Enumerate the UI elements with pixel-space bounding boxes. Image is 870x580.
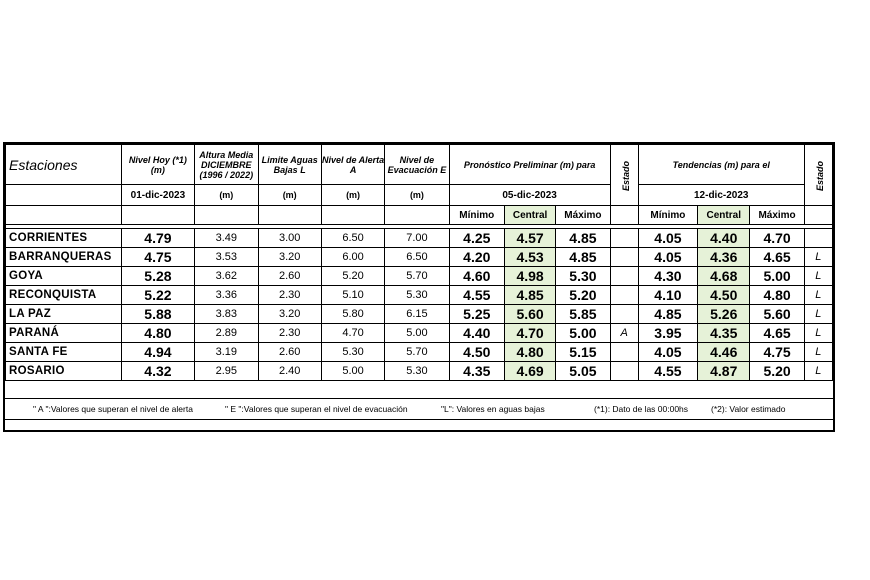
cell-tendencia-minimo: 3.95 bbox=[638, 324, 697, 343]
cell-evacuacion: 5.30 bbox=[385, 286, 449, 305]
cell-tendencia-central: 5.26 bbox=[698, 305, 750, 324]
cell-nivel-hoy: 4.80 bbox=[121, 324, 194, 343]
cell-tendencia-maximo: 4.75 bbox=[750, 343, 804, 362]
cell-tendencia-central: 4.68 bbox=[698, 267, 750, 286]
cell-estado bbox=[610, 362, 638, 381]
cell-tendencia-central: 4.40 bbox=[698, 229, 750, 248]
river-levels-table bbox=[5, 144, 833, 381]
cell-estado2: L bbox=[804, 324, 832, 343]
cell-pronostico-minimo: 4.20 bbox=[449, 248, 504, 267]
header-row bbox=[6, 145, 833, 185]
table-row bbox=[6, 362, 833, 381]
header-estado: Estado bbox=[620, 160, 631, 192]
cell-evacuacion: 5.30 bbox=[385, 362, 449, 381]
table-row bbox=[6, 324, 833, 343]
cell-evacuacion: 5.00 bbox=[385, 324, 449, 343]
cell-tendencia-minimo: 4.05 bbox=[638, 343, 697, 362]
cell-alerta: 5.30 bbox=[321, 343, 384, 362]
cell-pronostico-central: 4.98 bbox=[504, 267, 555, 286]
cell-nivel-hoy: 5.88 bbox=[121, 305, 194, 324]
table-row bbox=[6, 343, 833, 362]
cell-altura-media: 3.62 bbox=[195, 267, 258, 286]
cell-tendencia-maximo: 4.70 bbox=[750, 229, 804, 248]
cell-altura-media: 3.19 bbox=[195, 343, 258, 362]
cell-evacuacion: 7.00 bbox=[385, 229, 449, 248]
cell-pronostico-maximo: 5.30 bbox=[556, 267, 610, 286]
cell-alerta: 6.00 bbox=[321, 248, 384, 267]
cell-station-name: BARRANQUERAS bbox=[6, 248, 122, 267]
cell-alerta: 5.80 bbox=[321, 305, 384, 324]
cell-pronostico-minimo: 4.50 bbox=[449, 343, 504, 362]
cell-alerta: 5.10 bbox=[321, 286, 384, 305]
unit-media: (m) bbox=[195, 185, 258, 206]
label-minimo2: Mínimo bbox=[638, 206, 697, 225]
cell-estado bbox=[610, 248, 638, 267]
cell-limite: 2.60 bbox=[258, 343, 321, 362]
cell-station-name: LA PAZ bbox=[6, 305, 122, 324]
cell-altura-media: 2.95 bbox=[195, 362, 258, 381]
cell-tendencia-maximo: 5.20 bbox=[750, 362, 804, 381]
cell-estado2: L bbox=[804, 267, 832, 286]
cell-tendencia-maximo: 5.00 bbox=[750, 267, 804, 286]
cell-tendencia-minimo: 4.05 bbox=[638, 248, 697, 267]
cell-pronostico-central: 4.57 bbox=[504, 229, 555, 248]
label-central: Central bbox=[504, 206, 555, 225]
cell-nivel-hoy: 5.28 bbox=[121, 267, 194, 286]
cell-tendencia-maximo: 4.65 bbox=[750, 248, 804, 267]
cell-limite: 3.20 bbox=[258, 248, 321, 267]
header-limite-aguas-bajas: Limite Aguas Bajas L bbox=[258, 145, 321, 185]
notes-bar bbox=[5, 398, 833, 420]
cell-tendencia-central: 4.36 bbox=[698, 248, 750, 267]
cell-pronostico-maximo: 4.85 bbox=[556, 248, 610, 267]
label-central2: Central bbox=[698, 206, 750, 225]
note-dato: (*1): Dato de las 00:00hs bbox=[594, 404, 689, 414]
subheader-row bbox=[6, 185, 833, 206]
cell-limite: 3.00 bbox=[258, 229, 321, 248]
cell-evacuacion: 6.15 bbox=[385, 305, 449, 324]
cell-tendencia-maximo: 5.60 bbox=[750, 305, 804, 324]
cell-estado bbox=[610, 286, 638, 305]
cell-alerta: 5.00 bbox=[321, 362, 384, 381]
cell-pronostico-maximo: 4.85 bbox=[556, 229, 610, 248]
cell-pronostico-maximo: 5.00 bbox=[556, 324, 610, 343]
cell-station-name: GOYA bbox=[6, 267, 122, 286]
cell-limite: 2.60 bbox=[258, 267, 321, 286]
table-row bbox=[6, 305, 833, 324]
table-row bbox=[6, 267, 833, 286]
date-today: 01-dic-2023 bbox=[121, 185, 194, 206]
cell-tendencia-minimo: 4.30 bbox=[638, 267, 697, 286]
header-nivel-evacuacion: Nivel de Evacuación E bbox=[385, 145, 449, 185]
cell-alerta: 5.20 bbox=[321, 267, 384, 286]
cell-pronostico-central: 4.53 bbox=[504, 248, 555, 267]
note-bajas: "L": Valores en aguas bajas bbox=[441, 404, 545, 414]
cell-pronostico-central: 5.60 bbox=[504, 305, 555, 324]
date-forecast: 05-dic-2023 bbox=[449, 185, 610, 206]
cell-pronostico-maximo: 5.85 bbox=[556, 305, 610, 324]
unit-limite: (m) bbox=[258, 185, 321, 206]
table-row bbox=[6, 248, 833, 267]
cell-station-name: PARANÁ bbox=[6, 324, 122, 343]
cell-tendencia-maximo: 4.65 bbox=[750, 324, 804, 343]
cell-evacuacion: 5.70 bbox=[385, 267, 449, 286]
cell-estado2: L bbox=[804, 286, 832, 305]
cell-station-name: ROSARIO bbox=[6, 362, 122, 381]
cell-estado2: L bbox=[804, 305, 832, 324]
header-tendencias: Tendencias (m) para el bbox=[638, 145, 804, 185]
header-estado2-cell bbox=[804, 145, 832, 206]
cell-tendencia-minimo: 4.05 bbox=[638, 229, 697, 248]
cell-pronostico-central: 4.69 bbox=[504, 362, 555, 381]
cell-pronostico-central: 4.70 bbox=[504, 324, 555, 343]
cell-estado bbox=[610, 343, 638, 362]
cell-tendencia-central: 4.35 bbox=[698, 324, 750, 343]
header-altura-media: Altura Media DICIEMBRE (1996 / 2022) bbox=[195, 145, 258, 185]
cell-pronostico-minimo: 4.55 bbox=[449, 286, 504, 305]
label-minimo: Mínimo bbox=[449, 206, 504, 225]
cell-nivel-hoy: 4.75 bbox=[121, 248, 194, 267]
cell-estado bbox=[610, 305, 638, 324]
unit-alerta: (m) bbox=[321, 185, 384, 206]
cell-tendencia-central: 4.50 bbox=[698, 286, 750, 305]
header-estado-cell bbox=[610, 145, 638, 206]
table-row bbox=[6, 286, 833, 305]
cell-estado bbox=[610, 267, 638, 286]
label-maximo: Máximo bbox=[556, 206, 610, 225]
header-nivel-hoy: Nivel Hoy (*1) (m) bbox=[121, 145, 194, 185]
cell-station-name: RECONQUISTA bbox=[6, 286, 122, 305]
cell-altura-media: 3.49 bbox=[195, 229, 258, 248]
cell-pronostico-minimo: 4.35 bbox=[449, 362, 504, 381]
cell-limite: 2.40 bbox=[258, 362, 321, 381]
cell-nivel-hoy: 4.32 bbox=[121, 362, 194, 381]
unit-evacuacion: (m) bbox=[385, 185, 449, 206]
cell-tendencia-maximo: 4.80 bbox=[750, 286, 804, 305]
cell-estado2: L bbox=[804, 343, 832, 362]
cell-alerta: 6.50 bbox=[321, 229, 384, 248]
cell-tendencia-central: 4.87 bbox=[698, 362, 750, 381]
cell-pronostico-minimo: 4.60 bbox=[449, 267, 504, 286]
cell-estado2: L bbox=[804, 362, 832, 381]
cell-pronostico-minimo: 4.40 bbox=[449, 324, 504, 343]
table-row bbox=[6, 229, 833, 248]
cell-limite: 2.30 bbox=[258, 286, 321, 305]
cell-nivel-hoy: 4.94 bbox=[121, 343, 194, 362]
cell-pronostico-central: 4.85 bbox=[504, 286, 555, 305]
cell-alerta: 4.70 bbox=[321, 324, 384, 343]
cell-nivel-hoy: 4.79 bbox=[121, 229, 194, 248]
label-maximo2: Máximo bbox=[750, 206, 804, 225]
cell-station-name: SANTA FE bbox=[6, 343, 122, 362]
date-trend: 12-dic-2023 bbox=[638, 185, 804, 206]
cell-limite: 2.30 bbox=[258, 324, 321, 343]
note-estimado: (*2): Valor estimado bbox=[711, 404, 786, 414]
cell-pronostico-maximo: 5.15 bbox=[556, 343, 610, 362]
header-estado2: Estado bbox=[814, 160, 825, 192]
cell-station-name: CORRIENTES bbox=[6, 229, 122, 248]
note-alerta: " A ":Valores que superan el nivel de alerta bbox=[33, 404, 193, 414]
cell-pronostico-central: 4.80 bbox=[504, 343, 555, 362]
cell-evacuacion: 5.70 bbox=[385, 343, 449, 362]
cell-tendencia-minimo: 4.85 bbox=[638, 305, 697, 324]
note-evacuacion: " E ":Valores que superan el nivel de evacuación bbox=[225, 404, 408, 414]
cell-limite: 3.20 bbox=[258, 305, 321, 324]
cell-pronostico-maximo: 5.05 bbox=[556, 362, 610, 381]
header-pronostico: Pronóstico Preliminar (m) para bbox=[449, 145, 610, 185]
minmax-row bbox=[6, 206, 833, 225]
cell-altura-media: 3.36 bbox=[195, 286, 258, 305]
cell-pronostico-maximo: 5.20 bbox=[556, 286, 610, 305]
cell-estado bbox=[610, 229, 638, 248]
cell-evacuacion: 6.50 bbox=[385, 248, 449, 267]
header-estaciones: Estaciones bbox=[6, 145, 122, 185]
cell-tendencia-central: 4.46 bbox=[698, 343, 750, 362]
cell-estado2 bbox=[804, 229, 832, 248]
cell-pronostico-minimo: 5.25 bbox=[449, 305, 504, 324]
cell-pronostico-minimo: 4.25 bbox=[449, 229, 504, 248]
cell-estado: A bbox=[610, 324, 638, 343]
cell-estado2: L bbox=[804, 248, 832, 267]
cell-tendencia-minimo: 4.10 bbox=[638, 286, 697, 305]
cell-altura-media: 3.83 bbox=[195, 305, 258, 324]
cell-altura-media: 2.89 bbox=[195, 324, 258, 343]
cell-nivel-hoy: 5.22 bbox=[121, 286, 194, 305]
header-nivel-alerta: Nivel de Alerta A bbox=[321, 145, 384, 185]
cell-tendencia-minimo: 4.55 bbox=[638, 362, 697, 381]
cell-altura-media: 3.53 bbox=[195, 248, 258, 267]
